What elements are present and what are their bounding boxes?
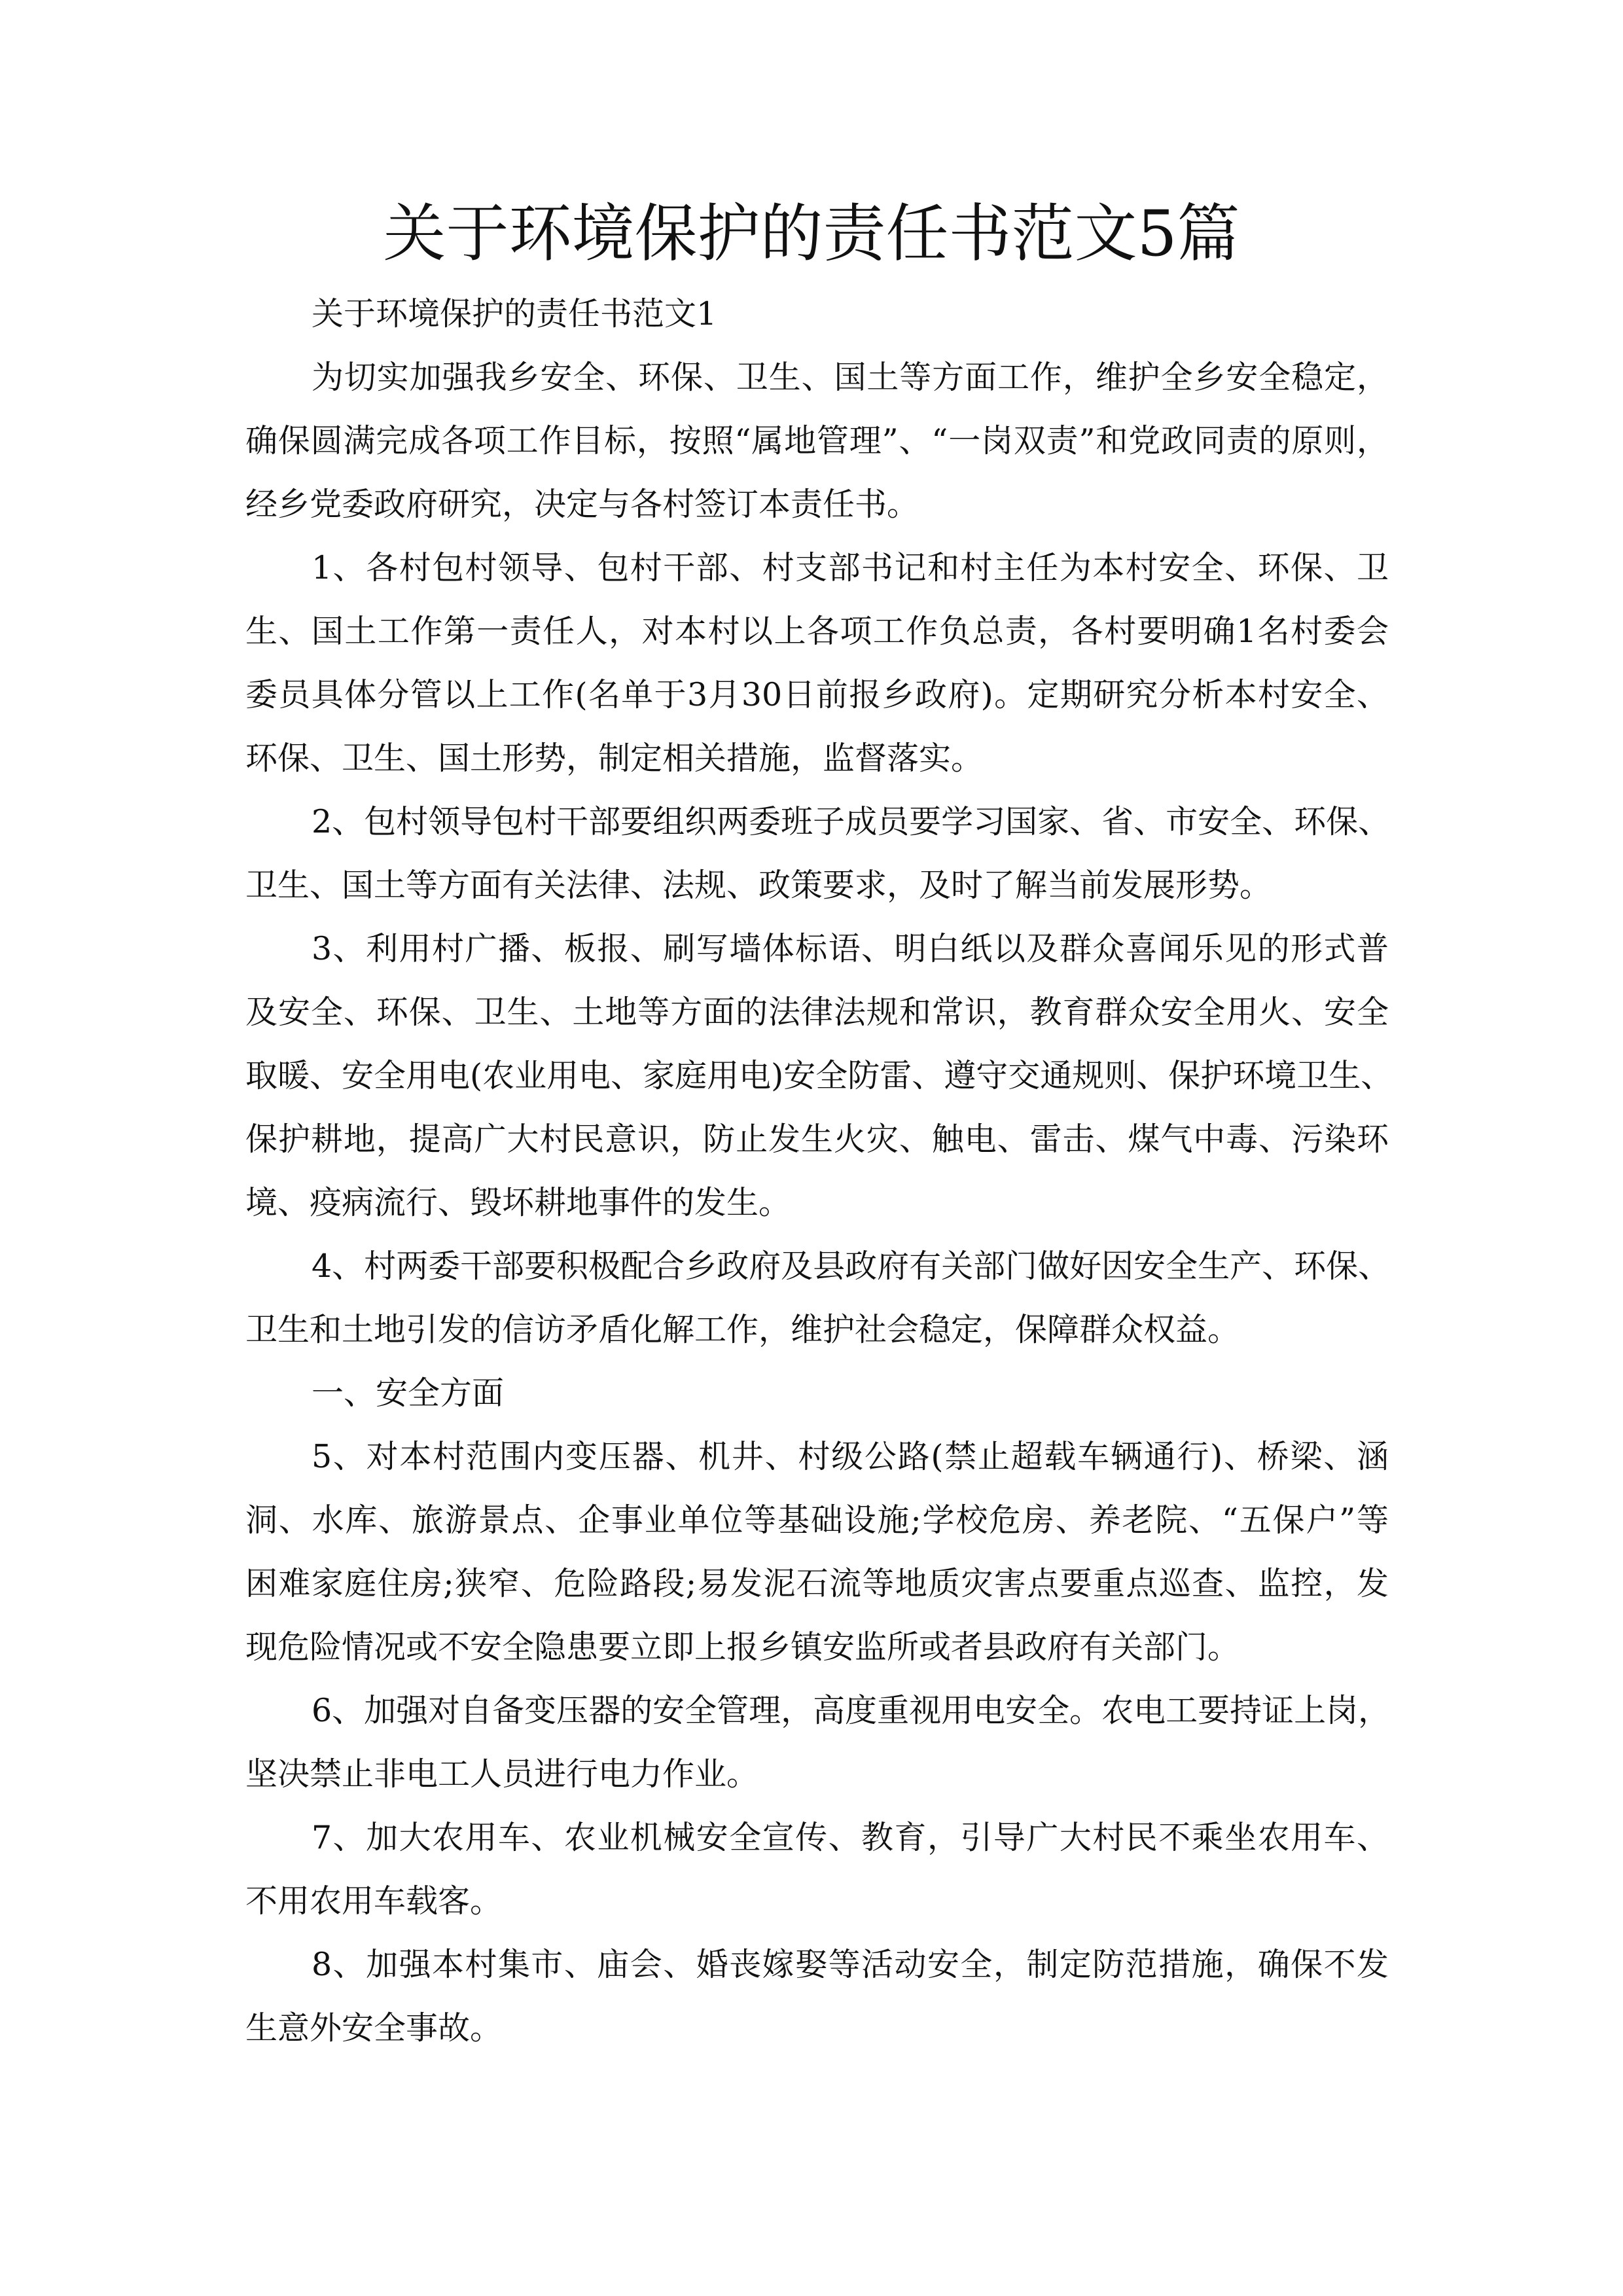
paragraph-line: 不用农用车载客。 — [245, 1882, 503, 1920]
paragraph-line: 现危险情况或不安全隐患要立即上报乡镇安监所或者县政府有关部门。 — [245, 1628, 1240, 1666]
paragraph-line: 4、村两委干部要积极配合乡政府及县政府有关部门做好因安全生产、环保、 — [312, 1247, 1391, 1285]
paragraph-line: 取暖、安全用电(农业用电、家庭用电)安全防雷、遵守交通规则、保护环境卫生、 — [245, 1057, 1393, 1094]
paragraph-line: 关于环境保护的责任书范文1 — [312, 295, 717, 332]
paragraph-line: 经乡党委政府研究，决定与各村签订本责任书。 — [245, 486, 919, 523]
paragraph-line: 8、加强本村集市、庙会、婚丧嫁娶等活动安全，制定防范措施，确保不发 — [312, 1946, 1389, 1983]
paragraph-line: 境、疫病流行、毁坏耕地事件的发生。 — [245, 1184, 791, 1221]
paragraph-line: 生、国土工作第一责任人，对本村以上各项工作负总责，各村要明确1名村委会 — [245, 613, 1389, 650]
paragraph-line: 6、加强对自备变压器的安全管理，高度重视用电安全。农电工要持证上岗， — [312, 1692, 1391, 1729]
paragraph-line: 保护耕地，提高广大村民意识，防止发生火灾、触电、雷击、煤气中毒、污染环 — [245, 1121, 1389, 1158]
paragraph-line: 困难家庭住房;狭窄、危险路段;易发泥石流等地质灾害点要重点巡查、监控，发 — [245, 1565, 1389, 1602]
paragraph-line: 洞、水库、旅游景点、企事业单位等基础设施;学校危房、养老院、“五保户”等 — [245, 1501, 1389, 1539]
paragraph-line: 坚决禁止非电工人员进行电力作业。 — [245, 1755, 759, 1793]
paragraph-line: 为切实加强我乡安全、环保、卫生、国土等方面工作，维护全乡安全稳定， — [312, 359, 1389, 396]
paragraph-line: 卫生和土地引发的信访矛盾化解工作，维护社会稳定，保障群众权益。 — [245, 1311, 1240, 1348]
paragraph-line: 环保、卫生、国土形势，制定相关措施，监督落实。 — [245, 740, 984, 777]
paragraph-line: 及安全、环保、卫生、土地等方面的法律法规和常识，教育群众安全用火、安全 — [245, 994, 1389, 1031]
paragraph-line: 1、各村包村领导、包村干部、村支部书记和村主任为本村安全、环保、卫 — [312, 549, 1389, 586]
document-title: 关于环境保护的责任书范文5篇 — [383, 197, 1240, 270]
paragraph-line: 一、安全方面 — [312, 1374, 505, 1412]
paragraph-line: 3、利用村广播、板报、刷写墙体标语、明白纸以及群众喜闻乐见的形式普 — [312, 930, 1389, 967]
paragraph-line: 确保圆满完成各项工作目标，按照“属地管理”、“一岗双责”和党政同责的原则， — [245, 422, 1389, 459]
paragraph-line: 2、包村领导包村干部要组织两委班子成员要学习国家、省、市安全、环保、 — [312, 803, 1391, 840]
paragraph-line: 委员具体分管以上工作(名单于3月30日前报乡政府)。定期研究分析本村安全、 — [245, 676, 1389, 713]
paragraph-line: 卫生、国土等方面有关法律、法规、政策要求，及时了解当前发展形势。 — [245, 867, 1272, 904]
paragraph-line: 生意外安全事故。 — [245, 2009, 503, 2047]
paragraph-line: 5、对本村范围内变压器、机井、村级公路(禁止超载车辆通行)、桥梁、涵 — [312, 1438, 1389, 1475]
paragraph-line: 7、加大农用车、农业机械安全宣传、教育，引导广大村民不乘坐农用车、 — [312, 1819, 1389, 1856]
